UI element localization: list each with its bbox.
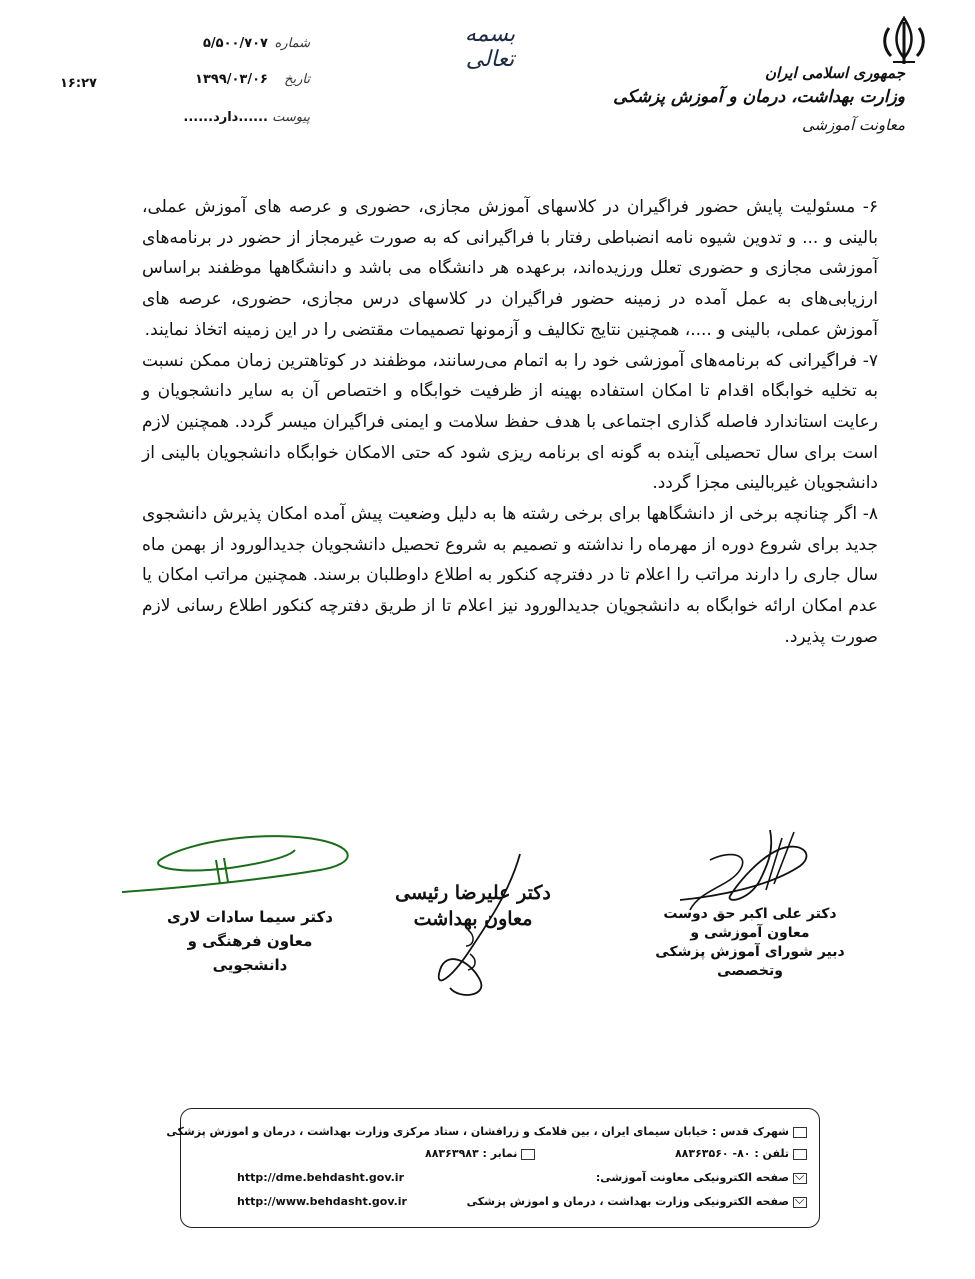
phone-icon — [793, 1149, 807, 1160]
letter-number-row — [170, 36, 310, 56]
signer-name-culture: دکتر سیما سادات لاری — [167, 908, 333, 926]
attachment-value: ......دارد...... — [183, 110, 268, 125]
signature-block-education — [635, 905, 865, 981]
footer-ministry-site-url[interactable]: http://www.behdasht.gov.ir — [237, 1195, 407, 1208]
mail-icon — [793, 1173, 807, 1184]
letter-date-value: ۱۳۹۹/۰۳/۰۶ — [195, 72, 268, 87]
fax-icon — [521, 1149, 535, 1160]
footer-address: شهرک قدس : خیابان سیمای ایران ، بین فلامک و زرافشان ، ستاد مرکزی وزارت بهداشت ، درمان و اموزش پزشکی — [166, 1125, 789, 1138]
header-republic: جمهوری اسلامی ایران — [764, 64, 905, 82]
basmala-heading: بسمه تعالی — [464, 22, 516, 72]
attachment-label: پیوست — [272, 110, 310, 125]
footer-phone-row — [193, 1147, 807, 1165]
header-deputy: معاونت آموزشی — [801, 116, 905, 134]
left-signature-icon — [120, 820, 360, 900]
iran-emblem-icon — [873, 14, 935, 70]
letter-footer — [166, 1108, 820, 1228]
footer-ministry-site-label: صفحه الکترونیکی وزارت بهداشت ، درمان و اموزش پزشکی — [466, 1195, 789, 1208]
ministry-header — [605, 66, 905, 133]
footer-ministry-site-row — [193, 1195, 807, 1213]
signature-block-health — [388, 880, 558, 932]
footer-fax: نمابر : ۸۸۳۶۳۹۸۳ — [425, 1147, 518, 1160]
letter-date-row — [170, 72, 310, 92]
footer-edu-site-label: صفحه الکترونیکی معاونت آموزشی: — [595, 1171, 789, 1184]
pen-icon — [793, 1127, 807, 1138]
letter-date-label: تاریخ — [284, 72, 310, 87]
clause-6: ۶- مسئولیت پایش حضور فراگیران در کلاسهای آموزش مجازی، حضوری و عرصه های آموزش عملی، بالینی و ... و تدوین شیوه نامه انضباطی رفتار با فراگیرانی که به صورت غیرمجاز از حضور در برنامه‌های آموزشی مجازی و حضوری تعلل ورزیده‌اند، برعهده هر دانشگاه می باشد و دانشگاهها موظفند براساس ارزیابی‌های به عمل آمده در زمینه حضور فراگیران در کلاسهای درس مجازی، حضوری، عرصه های آموزش عملی، بالینی و ....، همچنین نتایج تکالیف و آزمونها تصمیمات مقتضی را در این زمینه اتخاذ نمایند. — [142, 197, 878, 340]
letter-number-label: شماره — [274, 36, 310, 51]
footer-edu-site-row — [193, 1171, 807, 1189]
footer-address-row — [166, 1125, 807, 1143]
mail-icon — [793, 1197, 807, 1208]
footer-phone: تلفن : ۸۰- ۸۸۳۶۳۵۶۰ — [674, 1147, 789, 1160]
attachment-row — [170, 110, 310, 130]
time-stamp: ۱۶:۲۷ — [60, 76, 97, 91]
signer-title-education-1: معاون آموزشی و — [690, 925, 810, 941]
signer-name-education: دکتر علی اکبر حق دوست — [663, 906, 837, 922]
signer-title-culture: معاون فرهنگی و دانشجویی — [187, 932, 313, 974]
signer-title-education-2: دبیر شورای آموزش پزشکی وتخصصی — [655, 944, 845, 979]
signature-block-culture — [150, 905, 350, 977]
footer-edu-site-url[interactable]: http://dme.behdasht.gov.ir — [237, 1171, 404, 1184]
clause-8: ۸- اگر چنانچه برخی از دانشگاهها برای برخی رشته ها به دلیل وضعیت پیش آمده امکان پذیرش دانشجوی جدید برای شروع دوره از مهرماه را نداشته و تصمیم به شروع تحصیل دانشجویان جدیدالورود از بهمن ماه سال جاری را دارند مراتب را اعلام تا در دفترچه کنکور به اطلاع داوطلبان برسند. همچنین مراتب امکان یا عدم امکان ارائه خوابگاه به دانشجویان جدیدالورود نیز اعلام تا از طریق دفترچه کنکور اطلاع رسانی لازم صورت پذیرد. — [142, 504, 878, 647]
signer-title-health: معاون بهداشت — [413, 908, 533, 930]
signer-name-health: دکتر علیرضا رئیسی — [395, 882, 551, 904]
header-ministry: وزارت بهداشت، درمان و آموزش پزشکی — [613, 87, 905, 107]
clause-7: ۷- فراگیرانی که برنامه‌های آموزشی خود را به اتمام می‌رسانند، موظفند در کوتاهترین زمان ممکن نسبت به تخلیه خوابگاه اقدام تا امکان استفاده بهینه از ظرفیت خوابگاه و اختصاص آن به سایر دانشجویان و رعایت استاندارد فاصله گذاری اجتماعی با هدف حفظ سلامت و ایمنی فراگیران میسر گردد. همچنین لازم است برای سال تحصیلی آینده به گونه ای برنامه ریزی شود که حتی الامکان خوابگاه دانشجویان بالینی از دانشجویان غیربالینی مجزا گردد. — [142, 350, 878, 494]
letter-number-value: ۵/۵۰۰/۷۰۷ — [202, 36, 268, 51]
letter-body — [142, 192, 878, 653]
